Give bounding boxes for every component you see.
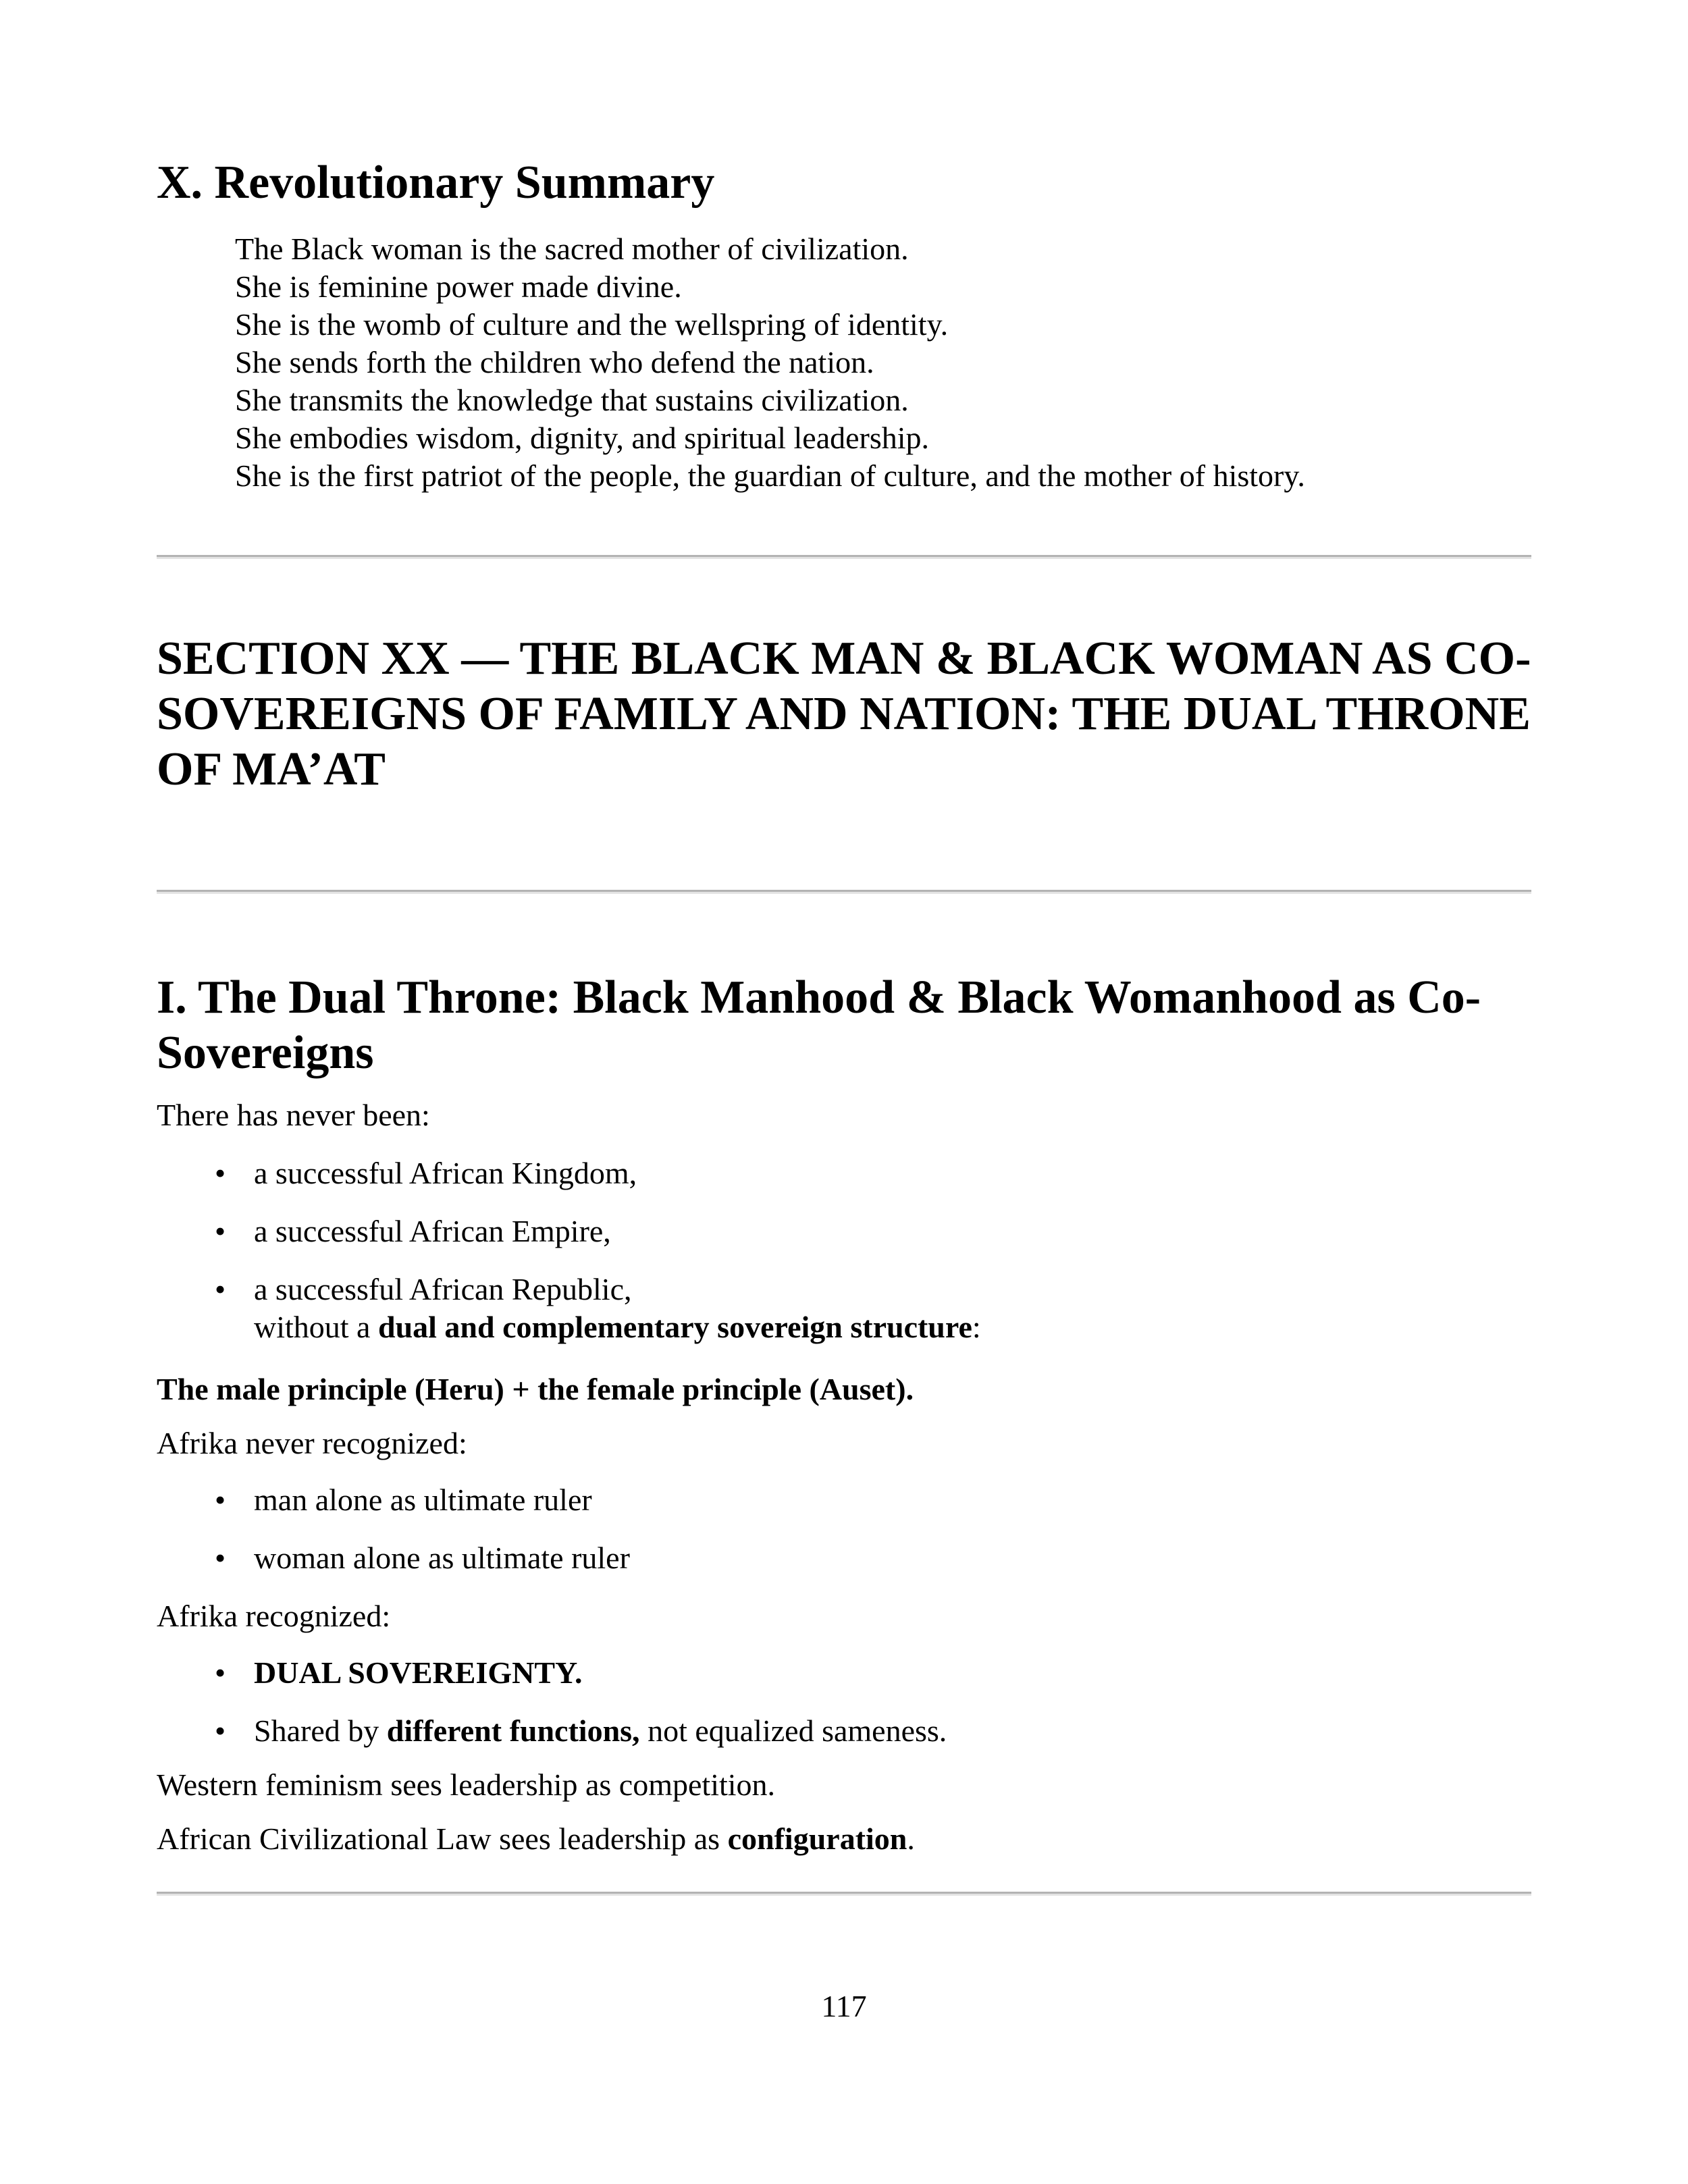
summary-line: She embodies wisdom, dignity, and spiritual leadership.: [235, 421, 930, 455]
never-recognized-text: Afrika never recognized:: [157, 1426, 467, 1460]
part1-intro: There has never been:: [157, 1098, 430, 1132]
list-item: [215, 1271, 981, 1346]
african-prefix: African Civilizational Law sees leadership as: [157, 1821, 728, 1856]
item-suffix: not equalized sameness.: [639, 1713, 947, 1748]
summary-line: She transmits the knowledge that sustains civilization.: [235, 383, 909, 417]
item-bold: different functions,: [386, 1713, 640, 1748]
list-item: [215, 1213, 611, 1250]
list-item: [215, 1712, 947, 1750]
bullet-icon: •: [215, 1483, 226, 1517]
list-item: [215, 1481, 592, 1519]
summary-line: She is the first patriot of the people, the guardian of culture, and the mother of history.: [235, 458, 1305, 493]
summary-lines: [235, 230, 1305, 495]
item-prefix: Shared by: [254, 1713, 387, 1748]
bullet-icon: •: [215, 1156, 226, 1190]
summary-heading: X. Revolutionary Summary: [157, 157, 715, 209]
bullet-icon: •: [215, 1655, 226, 1690]
recognized-text: Afrika recognized:: [157, 1599, 391, 1633]
summary-line: She is feminine power made divine.: [235, 269, 682, 304]
list-item-text: a successful African Kingdom,: [254, 1156, 637, 1190]
bullet-icon: •: [215, 1272, 226, 1306]
section-title: SECTION XX — THE BLACK MAN & BLACK WOMAN AS CO-SOVEREIGNS OF FAMILY AND NATION: THE DUAL THRONE OF MA’AT: [157, 633, 1531, 795]
bullet-icon: •: [215, 1541, 226, 1575]
list-item: [215, 1654, 583, 1692]
principle-bold: The male principle (Heru) + the female principle (Auset).: [157, 1372, 914, 1406]
horizontal-rule: [157, 1892, 1531, 1896]
part1-heading: I. The Dual Throne: Black Manhood & Black Womanhood as Co-Sovereigns: [157, 971, 1481, 1079]
list-item-text: woman alone as ultimate ruler: [254, 1541, 630, 1575]
horizontal-rule: [157, 890, 1531, 894]
african-suffix: .: [907, 1821, 915, 1856]
list-item-text: a successful African Republic,: [254, 1272, 632, 1306]
principle-text: [157, 1370, 914, 1408]
summary-line: She is the womb of culture and the wellspring of identity.: [235, 307, 949, 342]
list-item-text: a successful African Empire,: [254, 1214, 611, 1248]
bullet-icon: •: [215, 1214, 226, 1248]
african-bold: configuration: [727, 1821, 907, 1856]
without-prefix: without a: [254, 1310, 378, 1344]
list-item: [215, 1539, 630, 1577]
summary-line: She sends forth the children who defend the nation.: [235, 345, 874, 379]
without-suffix: :: [972, 1310, 981, 1344]
bullet-icon: •: [215, 1713, 226, 1748]
list-item-text: man alone as ultimate ruler: [254, 1483, 592, 1517]
list-item: [215, 1154, 637, 1192]
list-item-text: DUAL SOVEREIGNTY.: [254, 1655, 583, 1690]
western-text: Western feminism sees leadership as competition.: [157, 1767, 776, 1802]
page-number: 117: [821, 1989, 867, 2023]
horizontal-rule: [157, 555, 1531, 559]
summary-line: The Black woman is the sacred mother of civilization.: [235, 232, 909, 266]
without-bold: dual and complementary sovereign structure: [377, 1310, 972, 1344]
african-text: [157, 1820, 915, 1858]
